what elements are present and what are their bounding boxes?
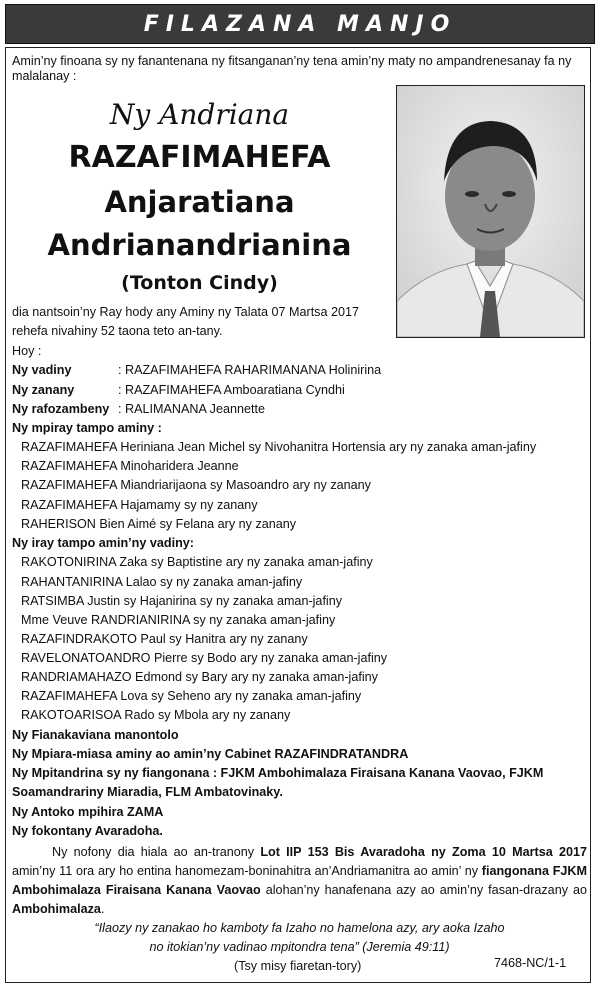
fokontany: Ny fokontany Avaradoha. bbox=[12, 824, 163, 838]
family-value-spouse: : RAZAFIMAHEFA RAHARIMANANA Holinirina bbox=[118, 363, 382, 377]
burial-text-2: amin’ny 11 ora ary ho entina hanomezam-boninahitra an’Andriamanitra ao amin’ ny bbox=[12, 864, 482, 878]
deceased-given-name-1: Anjaratiana bbox=[104, 185, 295, 219]
family-value-child: : RAZAFIMAHEFA Amboaratiana Cyndhi bbox=[118, 383, 345, 397]
deceased-title: Ny Andriana bbox=[109, 98, 290, 131]
burial-lot: Lot IIP 153 Bis Avaradoha ny Zoma 10 Martsa 2017 bbox=[260, 845, 587, 859]
inlaw-item: RAKOTONIRINA Zaka sy Baptistine ary ny zanaka aman-jafiny bbox=[21, 555, 373, 569]
extended-family: Ny Fianakaviana manontolo bbox=[12, 728, 179, 742]
sibling-item: RAZAFIMAHEFA Heriniana Jean Michel sy Nivohanitra Hortensia ary ny zanaka aman-jafiny bbox=[21, 440, 537, 454]
inlaw-item: RAHANTANIRINA Lalao sy ny zanaka aman-jafiny bbox=[21, 575, 303, 589]
intro-text: Amin’ny finoana sy ny fanantenana ny fitsanganan’ny tena amin’ny maty no ampandrenesanay fa ny malalanay : bbox=[12, 54, 572, 83]
choir: Ny Antoko mpihira ZAMA bbox=[12, 805, 164, 819]
inlaw-item: RANDRIAMAHAZO Edmond sy Bary ary ny zanaka aman-jafiny bbox=[21, 670, 378, 684]
family-label-mother-in-law: Ny rafozambeny bbox=[12, 402, 110, 416]
colleagues: Ny Mpiara-miasa aminy ao amin’ny Cabinet RAZAFINDRATANDRA bbox=[12, 747, 409, 761]
inlaw-item: RATSIMBA Justin sy Hajanirina sy ny zanaka aman-jafiny bbox=[21, 594, 343, 608]
note-text: (Tsy misy fiaretan-tory) bbox=[234, 959, 362, 973]
burial-text-4: . bbox=[100, 902, 105, 916]
siblings-heading: Ny mpiray tampo aminy : bbox=[12, 421, 162, 435]
sibling-item: RAZAFIMAHEFA Minoharidera Jeanne bbox=[21, 459, 239, 473]
deceased-given-name-2: Andrianandrianina bbox=[47, 228, 352, 262]
sibling-item: RAHERISON Bien Aimé sy Felana ary ny zanany bbox=[21, 517, 297, 531]
pastor-line-1: Ny Mpitandrina sy ny fiangonana : FJKM Ambohimalaza Firaisana Kanana Vaovao, FJKM bbox=[12, 766, 544, 780]
family-label-child: Ny zanany bbox=[12, 383, 75, 397]
inlaws-heading: Ny iray tampo amin’ny vadiny: bbox=[12, 536, 194, 550]
pastor-line-2: Soamandrariny Miaradia, FLM Ambatovinaky. bbox=[12, 785, 283, 799]
death-line-2: rehefa nivahiny 52 taona teto an-tany. bbox=[12, 324, 223, 338]
inlaw-item: Mme Veuve RANDRIANIRINA sy ny zanaka aman-jafiny bbox=[21, 613, 336, 627]
portrait-icon bbox=[397, 86, 584, 337]
portrait-photo bbox=[396, 85, 585, 338]
sibling-item: RAZAFIMAHEFA Miandriarijaona sy Masoandro ary ny zanany bbox=[21, 478, 371, 492]
inlaw-item: RAZAFIMAHEFA Lova sy Seheno ary ny zanaka aman-jafiny bbox=[21, 689, 362, 703]
burial-church: fiangonana FJKM Ambohimalaza Firaisana Kanana Vaovao bbox=[12, 864, 587, 897]
family-label-spouse: Ny vadiny bbox=[12, 363, 72, 377]
bible-quote-line-1: “Ilaozy ny zanakao ho kamboty fa Izaho no hamelona azy, ary aoka Izaho bbox=[94, 921, 505, 935]
family-value-mother-in-law: : RALIMANANA Jeannette bbox=[118, 402, 265, 416]
header-banner bbox=[5, 4, 595, 44]
inlaw-item: RAVELONATOANDRO Pierre sy Bodo ary ny zanaka aman-jafiny bbox=[21, 651, 388, 665]
deceased-nickname: (Tonton Cindy) bbox=[121, 272, 278, 294]
header-title: FILAZANA MANJO bbox=[143, 11, 457, 37]
bible-quote-line-2: no itokian’ny vadinao mpitondra tena” (Jeremia 49:11) bbox=[149, 940, 450, 954]
burial-text-3: alohan’ny hanafenana azy ao amin’ny fasan-drazany ao bbox=[260, 883, 587, 897]
inlaw-item: RAZAFINDRAKOTO Paul sy Hanitra ary ny zanany bbox=[21, 632, 308, 646]
burial-place: Ambohimalaza bbox=[12, 902, 101, 916]
burial-text-1: Ny nofony dia hiala ao an-tranony bbox=[52, 845, 261, 859]
deceased-surname: RAZAFIMAHEFA bbox=[68, 140, 331, 175]
hoy-label: Hoy : bbox=[12, 344, 42, 358]
reference-code: 7468-NC/1-1 bbox=[494, 956, 567, 970]
sibling-item: RAZAFIMAHEFA Hajamamy sy ny zanany bbox=[21, 498, 258, 512]
inlaw-item: RAKOTOARISOA Rado sy Mbola ary ny zanany bbox=[21, 708, 291, 722]
burial-paragraph bbox=[12, 843, 587, 919]
death-line-1: dia nantsoin’ny Ray hody any Aminy ny Talata 07 Martsa 2017 bbox=[12, 305, 360, 319]
